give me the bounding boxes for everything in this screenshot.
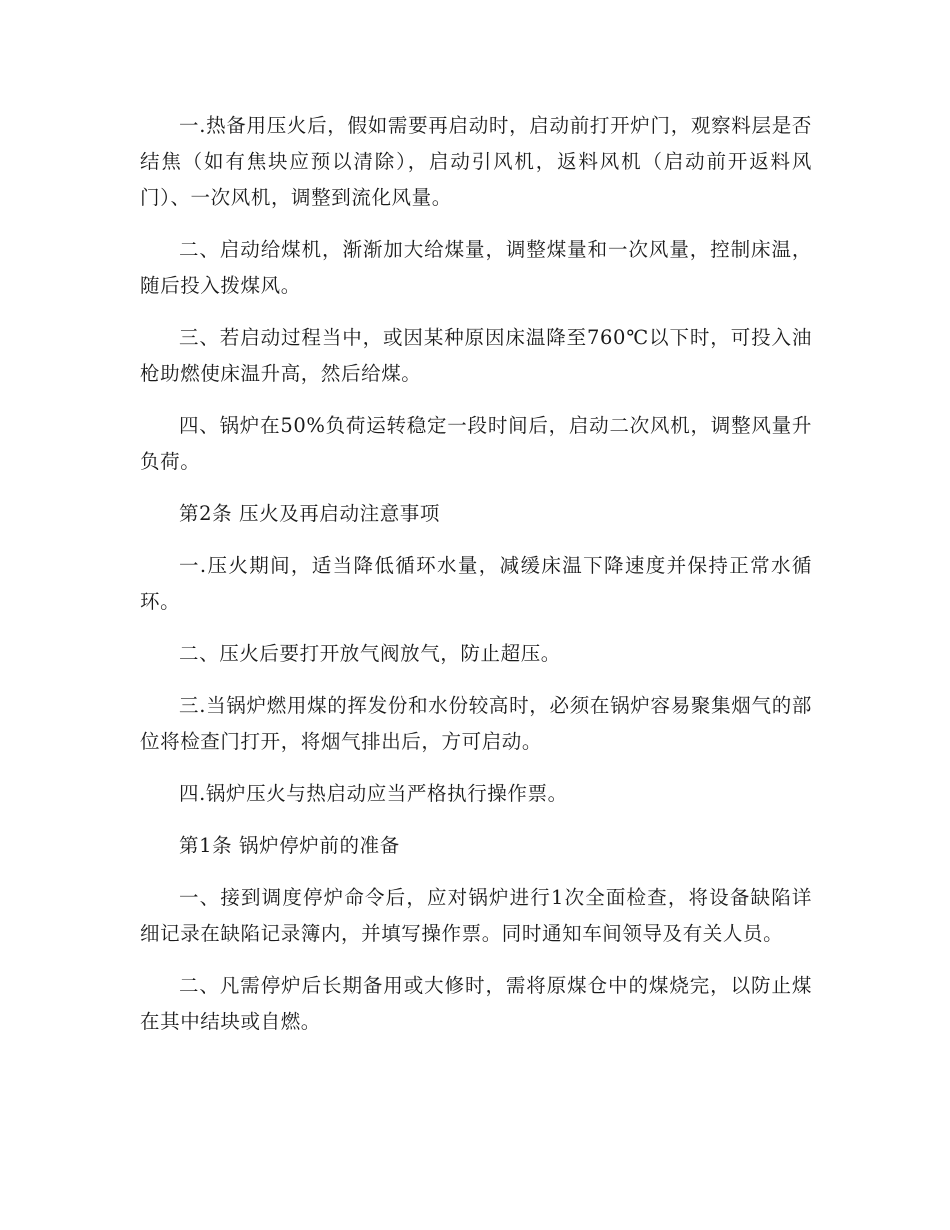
document-page: [140, 108, 812, 1056]
paragraph-shutdown-prep-2: 二、凡需停炉后长期备用或大修时，需将原煤仓中的煤烧完，以防止煤在其中结块或自燃。: [140, 974, 812, 1033]
paragraph-banking-note-4: 四.锅炉压火与热启动应当严格执行操作票。: [179, 782, 568, 805]
paragraph-restart-step-2: 二、启动给煤机，渐渐加大给煤量，调整煤量和一次风量，控制床温，随后投入拨煤风。: [140, 238, 812, 297]
paragraph-banking-note-3: 三.当锅炉燃用煤的挥发份和水份较高时，必须在锅炉容易聚集烟气的部位将检查门打开，将烟气排出后，方可启动。: [140, 694, 812, 753]
section-heading-article-1: 第1条 锅炉停炉前的准备: [179, 834, 400, 857]
section-heading-article-2: 第2条 压火及再启动注意事项: [179, 502, 441, 525]
paragraph-restart-step-3: 三、若启动过程当中，或因某种原因床温降至760℃以下时，可投入油枪助燃使床温升高，然后给煤。: [140, 326, 812, 385]
paragraph-shutdown-prep-1: 一、接到调度停炉命令后，应对锅炉进行1次全面检查，将设备缺陷详细记录在缺陷记录簿内，并填写操作票。同时通知车间领导及有关人员。: [140, 886, 812, 945]
paragraph-banking-note-2: 二、压火后要打开放气阀放气，防止超压。: [179, 642, 561, 665]
paragraph-restart-step-4: 四、锅炉在50%负荷运转稳定一段时间后，启动二次风机，调整风量升负荷。: [140, 414, 812, 473]
paragraph-banking-note-1: 一.压火期间，适当降低循环水量，减缓床温下降速度并保持正常水循环。: [140, 554, 812, 613]
paragraph-restart-step-1: 一.热备用压火后，假如需要再启动时，启动前打开炉门，观察料层是否结焦（如有焦块应预以清除），启动引风机，返料风机（启动前开返料风门）、一次风机，调整到流化风量。: [140, 114, 812, 209]
